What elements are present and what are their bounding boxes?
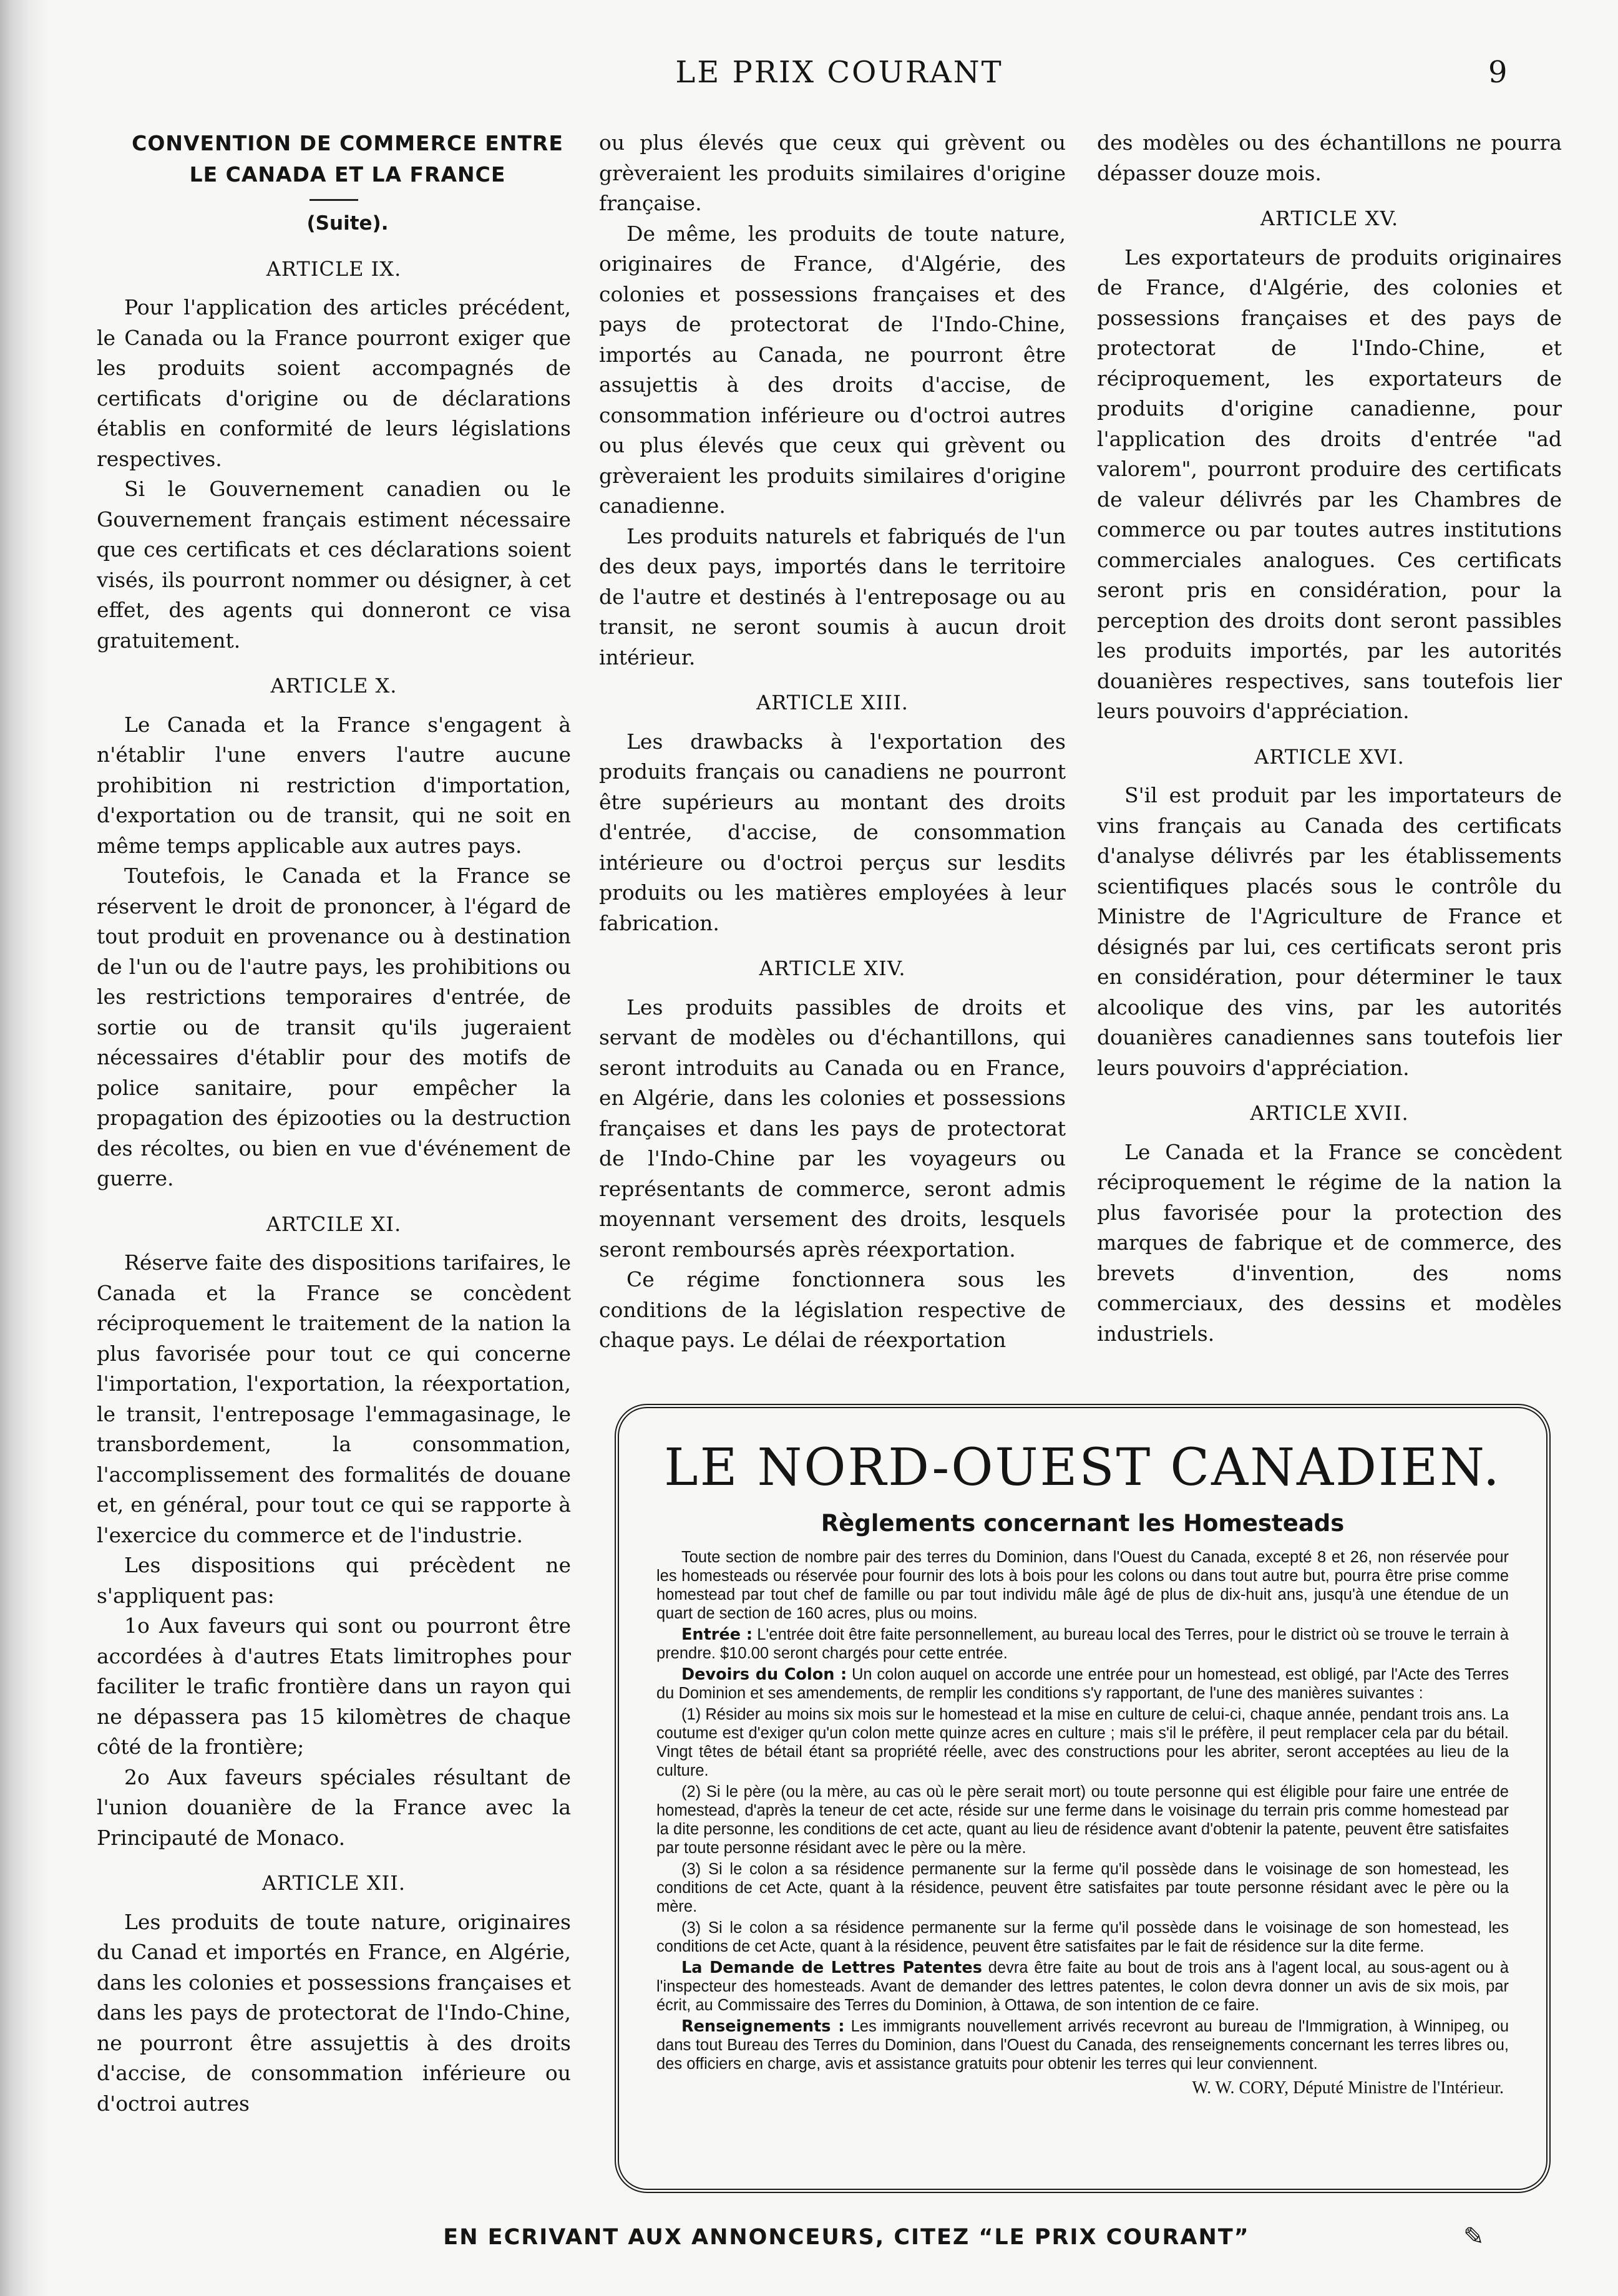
- article-14-paragraph-1: Les produits passibles de droits et servant de modèles ou d'échantillons, qui seront introduits au Canada ou en France, en Algérie, dans les colonies et possessions françaises et dans les pays de protectorat de l'Indo-Chine par les voyageurs ou représentants de commerce, seront admis moyennant versement des droits, lesquels seront remboursés après réexportation.: [599, 995, 1066, 1262]
- text-column-3: [1097, 128, 1562, 1407]
- entree-label: Entrée :: [681, 1625, 753, 1644]
- text-column-2: [599, 128, 1066, 1407]
- advert-subtitle: Règlements concernant les Homesteads: [821, 1510, 1345, 1537]
- article-12-paragraph-1: Les produits de toute nature, originaires du Canad et importés en France, en Algérie, dans les colonies et possessions françaises et dans les pays de protectorat de l'Indo-Chine, ne pourront être assujettis à des droits d'accise, de consommation inférieure ou d'octroi autres: [97, 1909, 571, 2116]
- convention-title-line-2: LE CANADA ET LA FRANCE: [189, 162, 506, 187]
- advert-title: LE NORD-OUEST CANADIEN.: [664, 1438, 1501, 1497]
- advert-body: [656, 1548, 1509, 2073]
- article-11-paragraph-4: 2o Aux faveurs spéciales résultant de l'union douanière de la France avec la Principauté de Monaco.: [97, 1764, 571, 1850]
- article-14-paragraph-2-continued: des modèles ou des échantillons ne pourra dépasser douze mois.: [1097, 130, 1562, 185]
- article-16-heading: ARTICLE XVI.: [1254, 744, 1405, 769]
- article-11-paragraph-3: 1o Aux faveurs qui sont ou pourront être accordées à d'autres Etats limitrophes pour faciliter le trafic frontière dans un rayon qui ne dépassera pas 15 kilomètres de chaque côté de la frontière;: [97, 1613, 571, 1759]
- article-9-paragraph-1: Pour l'application des articles précédent, le Canada ou la France pourront exiger que les produits soient accompagnés de certificats d'origine ou de déclarations établis en conformité de leurs législations respectives.: [97, 295, 571, 471]
- article-15-heading: ARTICLE XV.: [1260, 207, 1399, 230]
- article-10-paragraph-2: Toutefois, le Canada et la France se réservent le droit de prononcer, à l'égard de tout produit en provenance ou à destination de l'un ou de l'autre pays, les prohibitions ou les restrictions temporaires d'entrée, de sortie ou de transit qu'ils jugeraient nécessaires d'établir pour des motifs de police sanitaire, pour empêcher la propagation des épizooties ou la destruction des récoltes, ou bien en vue d'événement de guerre.: [97, 863, 571, 1190]
- advert-condition-3b: (3) Si le colon a sa résidence permanente sur la ferme qu'il possède dans le voisinage de son homestead, les conditions de cet Acte, quant à la résidence, peuvent être satisfaites par le fait de résidence sur la dite ferme.: [656, 1919, 1509, 1955]
- advert-devoirs: [656, 1665, 1509, 1703]
- article-12-paragraph-2: De même, les produits de toute nature, originaires de France, d'Algérie, des colonies et possessions françaises et des pays de protectorat de l'Indo-Chine, importés au Canada, ne pourront être assujettis à des droits d'accise, de consommation inférieure ou d'octroi autres ou plus élevés que ceux qui grèvent ou grèveraient les produits similaires d'origine canadienne.: [599, 221, 1066, 518]
- article-11-heading: ARTCILE XI.: [266, 1212, 402, 1236]
- homestead-advertisement: [615, 1404, 1551, 2193]
- advert-renseignements: [656, 2017, 1509, 2073]
- advert-condition-2: (2) Si le père (ou la mère, au cas où le père serait mort) ou toute personne qui est éligible pour faire une entrée de homestead, d'après la teneur de cet acte, réside sur une ferme dans le voisinage du terrain pris comme homestead par la dite personne, les conditions de cet acte, quant au lieu de résidence avant d'obtenir la patente, peuvent être satisfaites par toute personne résidant avec le père ou la mère.: [656, 1783, 1509, 1857]
- advert-signature: W. W. CORY, Député Ministre de l'Intérieur.: [1192, 2078, 1504, 2098]
- page-edge-scan-shadow: [0, 0, 49, 2296]
- advert-patentes: [656, 1958, 1509, 2015]
- renseignements-text: Les immigrants nouvellement arrivés recevront au bureau de l'Immigration, à Winnipeg, ou dans tout Bureau des Terres du Dominion, dans l'Ouest du Canada, des renseignements concernant les terres libres ou, des officiers en charge, avis et assistance gratuits pour obtenir les terres qui leur conviennent.: [656, 2018, 1509, 2073]
- advert-entree: [656, 1625, 1509, 1663]
- article-10-paragraph-1: Le Canada et la France s'engagent à n'établir l'une envers l'autre aucune prohibition ni restriction d'importation, d'exportation ou de transit, qui ne soit en même temps applicable aux autres pays.: [97, 712, 571, 858]
- running-title: LE PRIX COURANT: [675, 55, 1003, 90]
- advert-condition-1: (1) Résider au moins six mois sur le homestead et la mise en culture de celui-ci, chaque année, pendant trois ans. La coutume est d'exiger qu'un colon mette quinze acres en culture ; mais s'il le préfère, il peut remplacer cela par du bétail. Vingt têtes de bétail étant sa propriété réelle, avec des constructions pour les abriter, seront acceptées au lieu de la culture.: [656, 1706, 1509, 1779]
- article-16-paragraph-1: S'il est produit par les importateurs de vins français au Canada des certificats d'analyse délivrés par les établissements scientifiques placés sous le contrôle du Ministre de l'Agriculture de France et désignés par lui, ces certificats seront pris en considération, pour déterminer le taux alcoolique des vins, par les autorités douanières canadiennes sans toutefois lier leurs pouvoirs d'appréciation.: [1097, 783, 1562, 1080]
- text-column-1: [97, 128, 571, 2230]
- article-15-paragraph-1: Les exportateurs de produits originaires de France, d'Algérie, des colonies et possessions françaises et des pays de protectorat de l'Indo-Chine, et réciproquement, les exportateurs de produits d'origine canadienne, pour l'application des droits d'entrée "ad valorem", pourront produire des certificats de valeur délivrés par les Chambres de commerce ou par toutes autres institutions commerciales analogues. Ces certificats seront pris en considération, pour la perception des droits dont seront passibles les produits importés, par les autorités douanières respectives, sans toutefois lier leurs pouvoirs d'appréciation.: [1097, 245, 1562, 723]
- patentes-label: La Demande de Lettres Patentes: [681, 1958, 982, 1977]
- article-13-heading: ARTICLE XIII.: [756, 691, 909, 714]
- advert-condition-3a: (3) Si le colon a sa résidence permanente sur la ferme qu'il possède dans le voisinage de son homestead, les conditions de cet Acte, quant à la résidence, peuvent être satisfaites par toute personne résidant avec le père ou la mère.: [656, 1861, 1509, 1915]
- footer-notice: [0, 2225, 1618, 2250]
- article-12-paragraph-1-continued: ou plus élevés que ceux qui grèvent ou grèveraient les produits similaires d'origine française.: [599, 130, 1066, 215]
- footer-text: EN ECRIVANT AUX ANNONCEURS, CITEZ “LE PRIX COURANT”: [443, 2225, 1250, 2250]
- renseignements-label: Renseignements :: [681, 2017, 845, 2036]
- convention-title-line-1: CONVENTION DE COMMERCE ENTRE: [132, 131, 563, 155]
- printer-mark-icon: ✎: [1463, 2222, 1484, 2251]
- article-13-paragraph-1: Les drawbacks à l'exportation des produits français ou canadiens ne pourront être supérieurs au montant des droits d'entrée, d'accise, de consommation intérieure ou d'octroi perçus sur lesdits produits ou les matières employées à leur fabrication.: [599, 729, 1066, 935]
- patentes-text: devra être faite au bout de trois ans à l'agent local, au sous-agent ou à l'inspecteur des homesteads. Avant de demander des lettres patentes, le colon devra donner un avis de six mois, par écrit, au Commissaire des Terres du Dominion, à Ottawa, de son intention de ce faire.: [656, 1959, 1509, 2014]
- title-rule: [309, 199, 358, 201]
- article-9-paragraph-2: Si le Gouvernement canadien ou le Gouvernement français estiment nécessaire que ces certificats et ces déclarations soient visés, ils pourront nommer ou désigner, à cet effet, des agents qui donneront ce visa gratuitement.: [97, 477, 571, 653]
- article-17-paragraph-1: Le Canada et la France se concèdent réciproquement le régime de la nation la plus favorisée pour la protection des marques de fabrique et de commerce, des brevets d'invention, des noms commerciaux, des dessins et modèles industriels.: [1097, 1139, 1562, 1346]
- devoirs-label: Devoirs du Colon :: [681, 1665, 847, 1684]
- article-14-paragraph-2: Ce régime fonctionnera sous les conditions de la législation respective de chaque pays. Le délai de réexportation: [599, 1267, 1066, 1352]
- entree-text: L'entrée doit être faite personnellement, au bureau local des Terres, pour le district où se trouve le terrain à prendre. $10.00 seront chargés pour cette entrée.: [656, 1626, 1509, 1662]
- devoirs-text: Un colon auquel on accorde une entrée pour un homestead, est obligé, par l'Acte des Terres du Dominion et ses amendements, de remplir les conditions s'y rapportant, de l'une des manières suivantes :: [656, 1666, 1509, 1702]
- article-12-paragraph-3: Les produits naturels et fabriqués de l'un des deux pays, importés dans le territoire de l'autre et destinés à l'entreposage ou au transit, ne seront soumis à aucun droit intérieur.: [599, 523, 1066, 669]
- article-17-heading: ARTICLE XVII.: [1250, 1101, 1409, 1125]
- article-10-heading: ARTICLE X.: [270, 674, 397, 698]
- article-12-heading: ARTICLE XII.: [261, 1871, 406, 1895]
- article-9-heading: ARTICLE IX.: [266, 256, 402, 281]
- article-11-paragraph-2: Les dispositions qui précèdent ne s'appliquent pas:: [97, 1553, 571, 1608]
- suite-label: (Suite).: [306, 212, 389, 235]
- page-number: 9: [1488, 55, 1508, 90]
- advert-intro: Toute section de nombre pair des terres du Dominion, dans l'Ouest du Canada, excepté 8 et 26, non réservée pour les homesteads ou réservée pour fournir des lots à bois pour les colons ou dans tout autre but, pourra être prise comme homestead par tout chef de famille ou par tout individu mâle âgé de plus de dix-huit ans, jusqu'à une étendue de un quart de section de 160 acres, plus ou moins.: [656, 1549, 1509, 1622]
- article-14-heading: ARTICLE XIV.: [759, 956, 906, 980]
- article-11-paragraph-1: Réserve faite des dispositions tarifaires, le Canada et la France se concèdent réciproquement le traitement de la nation la plus favorisée pour tout ce qui concerne l'importation, l'exportation, la réexportation, le transit, l'entreposage l'emmagasinage, le transbordement, la consommation, l'accomplissement des formalités de douane et, en général, pour tout ce qui se rapporte à l'exercice du commerce et de l'industrie.: [97, 1250, 571, 1547]
